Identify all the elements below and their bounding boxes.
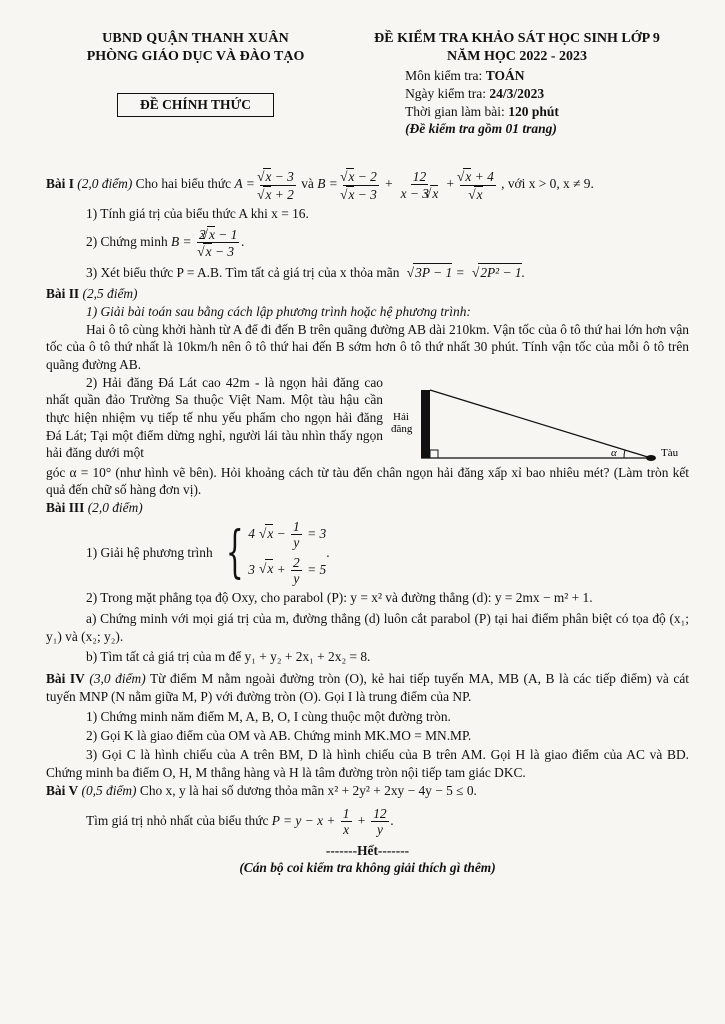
label-ship: Tàu bbox=[661, 446, 679, 459]
section-bai-1 bbox=[46, 168, 689, 281]
lighthouse-figure bbox=[389, 384, 689, 464]
lighthouse-shape bbox=[421, 390, 430, 458]
label-lighthouse-1: Hải bbox=[393, 410, 409, 423]
bai-3-q2a: a) Chứng minh với mọi giá trị của m, đường thẳng (d) luôn cắt parabol (P) tại hai điểm phân biệt có tọa độ (x₁; y₁) và (x₂; y₂). bbox=[46, 611, 689, 644]
bai-2-q1-heading: 1) Giải bài toán sau bằng cách lập phương trình hoặc hệ phương trình: bbox=[86, 303, 471, 319]
bai-3-points: (2,0 điểm) bbox=[87, 500, 143, 515]
bai-3-title: Bài III bbox=[46, 500, 85, 515]
official-stamp: ĐỀ CHÍNH THỨC bbox=[117, 93, 274, 117]
exam-meta bbox=[345, 67, 689, 138]
section-bai-5 bbox=[46, 782, 689, 838]
and-word: và bbox=[301, 176, 314, 192]
subject-label: Môn kiểm tra: bbox=[405, 67, 486, 83]
lighthouse-diagram bbox=[389, 384, 689, 464]
issuer-line2: PHÒNG GIÁO DỤC VÀ ĐÀO TẠO bbox=[86, 49, 305, 65]
issuer-line1: UBND QUẬN THANH XUÂN bbox=[102, 31, 289, 46]
right-angle-mark bbox=[430, 450, 438, 458]
bai-4-intro-text: Từ điểm M nằm ngoài đường tròn (O), kẻ hai tiếp tuyến MA, MB (A, B là các tiếp điểm) và cát tuyến MNP (N nằm giữa M, P) với đường tròn (O). Gọi I là trung điểm của NP. bbox=[46, 671, 689, 704]
bai-5-points: (0,5 điểm) bbox=[81, 783, 137, 799]
bai-3-q1-prefix: 1) Giải hệ phương trình bbox=[86, 544, 213, 560]
bai-3-q1 bbox=[46, 519, 689, 587]
issuer-block bbox=[46, 30, 345, 138]
bai-4-q1: 1) Chứng minh năm điểm M, A, B, O, I cùng thuộc một đường tròn. bbox=[86, 709, 451, 725]
bai-4-q3: 3) Gọi C là hình chiếu của A trên BM, D là hình chiếu của B trên AM. Gọi H là giao điểm của AC và BD. Chứng minh ba điểm O, H, M thẳng hàng và H là tâm đường tròn nội tiếp tam giác DKC. bbox=[46, 746, 689, 780]
bai-2-title: Bài II bbox=[46, 286, 80, 302]
bai-1-q3: 3) Xét biểu thức P = A.B. Tìm tất cả giá trị của x thỏa mãn √ 3P − 1 = √ 2P² − 1. bbox=[46, 263, 689, 282]
equation-system: { 4√ x − $\frac{1}{y}$ = 3 3√ x + $\frac{2}{y}$ = 5 . bbox=[217, 519, 330, 587]
bai-1-q3-text: 3) Xét biểu thức P = A.B. Tìm tất cả giá trị của x thỏa mãn bbox=[86, 264, 400, 280]
label-angle: α bbox=[611, 446, 617, 459]
bai-4-intro bbox=[46, 670, 689, 705]
bai-4-q2: 2) Gọi K là giao điểm của OM và AB. Chứng minh MK.MO = MN.MP. bbox=[86, 728, 472, 744]
end-marker: -------Hết------- bbox=[325, 842, 410, 858]
bai-2-q2-block bbox=[46, 374, 689, 464]
proctor-note: (Cán bộ coi kiểm tra không giải thích gì thêm) bbox=[239, 860, 496, 876]
bai-1-title: Bài I bbox=[46, 176, 74, 192]
label-lighthouse-2: đăng bbox=[391, 422, 413, 435]
bai-1-intro bbox=[46, 168, 689, 202]
bai-1-intro-text: Cho hai biểu thức bbox=[135, 176, 232, 192]
bai-3-q2b: b) Tìm tất cả giá trị của m để y₁ + y₂ + 2x₁ + 2x₂ = 8. bbox=[86, 649, 371, 665]
subject-value: TOÁN bbox=[485, 67, 525, 83]
sight-line bbox=[430, 390, 651, 458]
bai-2-q1-text: Hai ô tô cùng khởi hành từ A để đi đến B trên quãng đường AB dài 210km. Vận tốc của ô tô thứ hai lớn hơn vận tốc của ô tô thứ nhất là 10km/h nên ô tô thứ hai đến B sớm hơn ô tô thứ nhất 30 phút. Tính vận tốc của mỗi ô tô trên quãng đường AB. bbox=[46, 321, 689, 372]
bai-1-points: (2,0 điểm) bbox=[77, 176, 133, 192]
time-value: 120 phút bbox=[508, 103, 559, 119]
bai-5-q-prefix: Tìm giá trị nhỏ nhất của biểu thức bbox=[86, 812, 269, 828]
bai-1-q2: 2) Chứng minh B = 2√ x − 1 √ x − 3 . bbox=[46, 226, 689, 260]
bai-5-intro: Cho x, y là hai số dương thỏa mãn x² + 2y² + 2xy − 4y − 5 ≤ 0. bbox=[139, 783, 477, 799]
ship-mark bbox=[646, 455, 656, 461]
section-bai-4 bbox=[46, 670, 689, 781]
angle-arc bbox=[624, 450, 625, 458]
bai-3-q2: 2) Trong mặt phẳng tọa độ Oxy, cho parabol (P): y = x² và đường thẳng (d): y = 2mx − m² + 1. bbox=[86, 590, 593, 606]
date-value: 24/3/2023 bbox=[489, 85, 545, 101]
section-bai-3 bbox=[46, 499, 689, 666]
bai-2-q2-tail: góc α = 10° (như hình vẽ bên). Hỏi khoảng cách từ tàu đến chân ngọn hải đăng xấp xỉ bao nhiêu mét? (Làm tròn kết quả đến chữ số hàng đơn vị). bbox=[46, 464, 689, 498]
school-year: NĂM HỌC 2022 - 2023 bbox=[447, 49, 588, 65]
bai-5-title: Bài V bbox=[46, 783, 79, 799]
bai-1-condition: , với x > 0, x ≠ 9. bbox=[501, 176, 594, 192]
time-label: Thời gian làm bài: bbox=[405, 103, 509, 119]
exam-info-block bbox=[345, 30, 689, 138]
bai-2-points: (2,5 điểm) bbox=[82, 286, 138, 302]
bai-4-points: (3,0 điểm) bbox=[89, 671, 146, 687]
exam-header bbox=[46, 30, 689, 138]
section-bai-2 bbox=[46, 285, 689, 499]
bai-2-q2-text: 2) Hải đăng Đá Lát cao 42m - là ngọn hải đăng cao nhất quần đảo Trường Sa thuộc Việt Nam. Một tàu hậu cần thực hiện nhiệm vụ tiếp tế nhu yếu phẩm cho ngọn hải đăng Đá Lát; Tại một điểm dừng nghỉ, người lái tàu nhìn thấy ngọn hải đăng dưới một bbox=[46, 374, 383, 461]
bai-1-q1: 1) Tính giá trị của biểu thức A khi x = 16. bbox=[86, 206, 309, 221]
expr-a: A = √ x − 3 √ x + 2 bbox=[234, 176, 301, 191]
date-label: Ngày kiểm tra: bbox=[405, 85, 490, 101]
expr-b: B = √ x − 2 √ x − 3 + $\frac{12}{x - 3√ x}$ + √ x + 4 √ x bbox=[317, 176, 501, 191]
pages-note: (Đề kiểm tra gồm 01 trang) bbox=[405, 121, 557, 137]
bai-4-title: Bài IV bbox=[46, 671, 85, 687]
bai-1-q2-prefix: 2) Chứng minh bbox=[86, 233, 168, 249]
bai-5-question: Tìm giá trị nhỏ nhất của biểu thức P = y − x + $\frac{1}{x}$ + $\frac{12}{y}$ . bbox=[86, 805, 394, 838]
exam-title: ĐỀ KIỂM TRA KHẢO SÁT HỌC SINH LỚP 9 bbox=[374, 31, 660, 46]
